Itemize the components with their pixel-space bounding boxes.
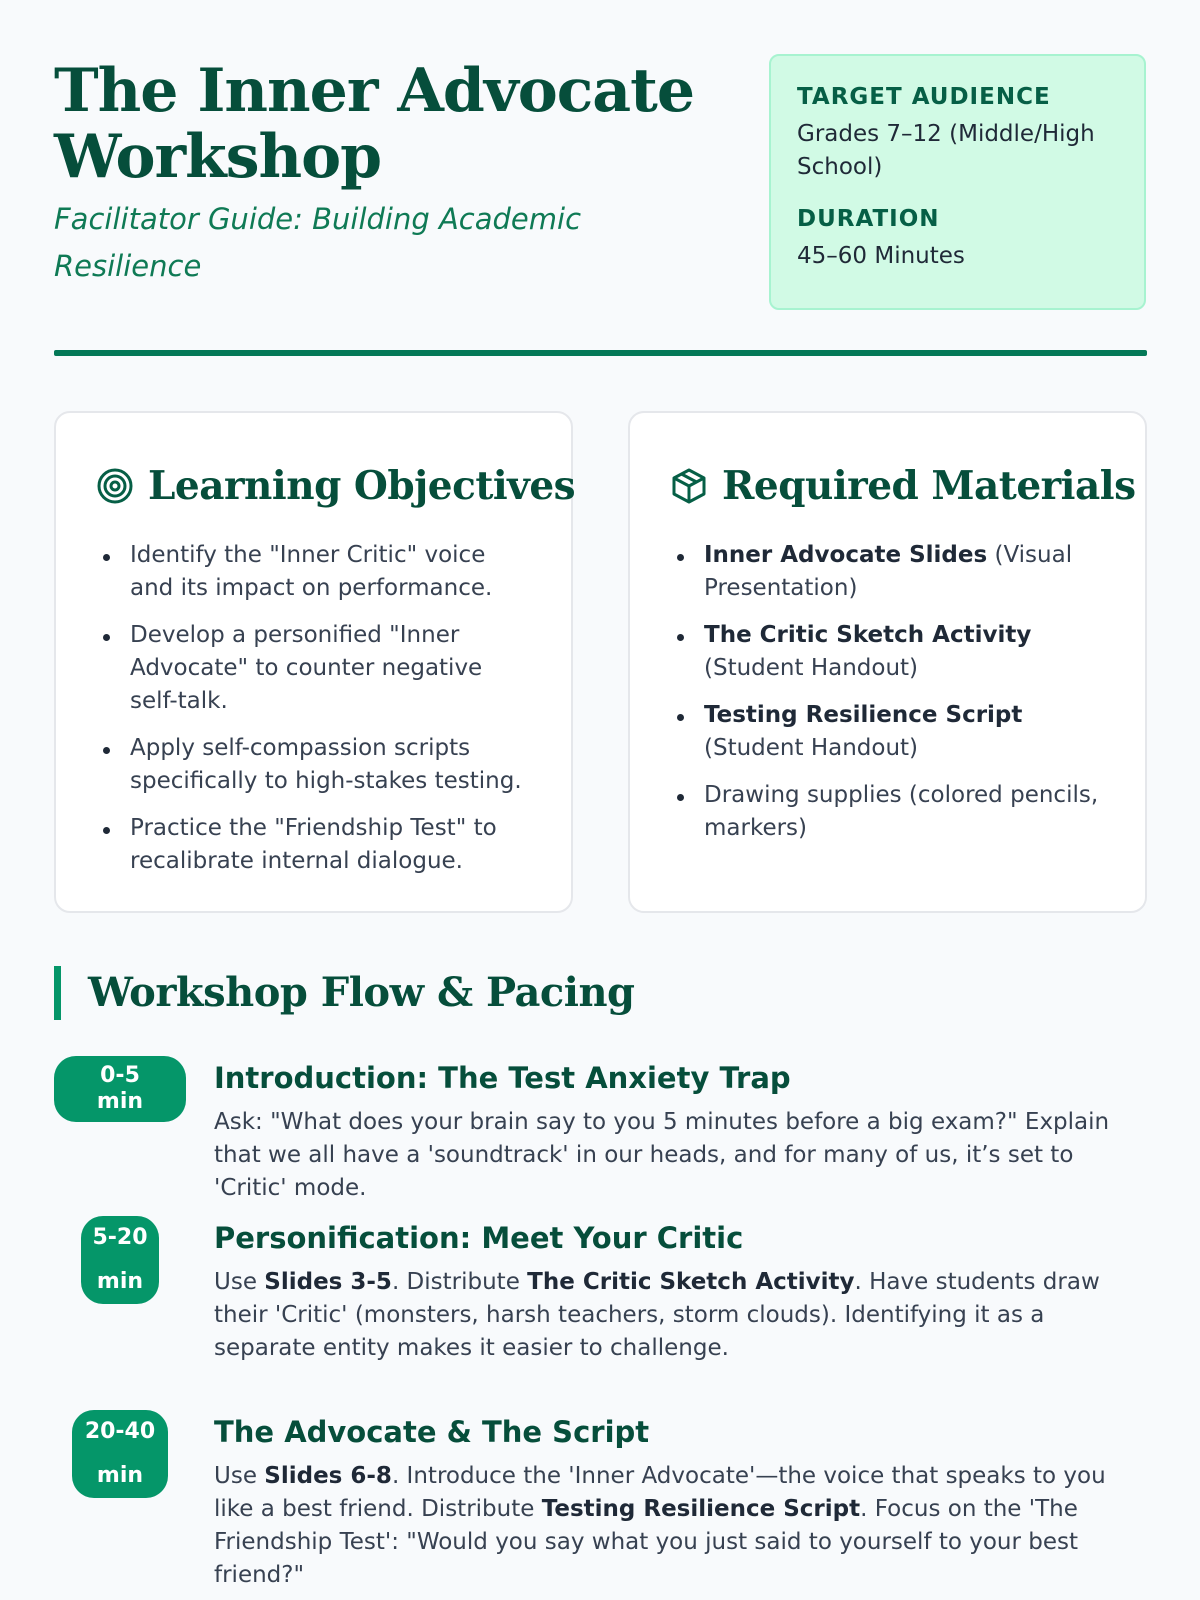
page-subtitle: Facilitator Guide: Building Academic Resilience xyxy=(54,202,582,283)
material-note: (Student Handout) xyxy=(704,655,919,681)
step-title: The Advocate & The Script xyxy=(214,1415,650,1449)
package-icon xyxy=(670,467,708,505)
material-note: (Visual Presentation) xyxy=(704,542,1073,601)
material-name: The Critic Sketch Activity xyxy=(704,622,1032,648)
duration-value: 45–60 Minutes xyxy=(797,243,965,269)
materials-card xyxy=(628,411,1147,913)
facilitator-guide-page xyxy=(54,0,1147,1588)
list-item: Identify the "Inner Critic" voice and its impact on performance. xyxy=(96,539,531,605)
time-badge: 5-20 min xyxy=(81,1216,159,1304)
audience-value: Grades 7–12 (Middle/High School) xyxy=(797,121,1095,180)
target-icon xyxy=(96,467,134,505)
list-item xyxy=(670,779,1105,845)
header-divider xyxy=(54,350,1147,356)
list-item xyxy=(670,619,1105,685)
list-item: Apply self-compassion scripts specifically to high-stakes testing. xyxy=(96,732,531,798)
material-name: Testing Resilience Script xyxy=(704,702,1023,728)
time-badge: 20-40 min xyxy=(72,1410,168,1498)
step-description: Use Slides 3-5. Distribute The Critic Sketch Activity. Have students draw their 'Critic' (monsters, harsh teachers, storm clouds). Identifying it as a separate entity makes it easier to challenge. xyxy=(214,1269,1100,1361)
objectives-list xyxy=(96,539,531,878)
page-header xyxy=(54,0,1147,355)
duration-label: DURATION xyxy=(797,206,940,232)
flow-section-title: Workshop Flow & Pacing xyxy=(54,966,635,1020)
materials-list xyxy=(670,539,1105,845)
list-item: Practice the "Friendship Test" to recalibrate internal dialogue. xyxy=(96,812,531,878)
step-description: Use Slides 6-8. Introduce the 'Inner Advocate'—the voice that speaks to you like a best friend. Distribute Testing Resilience Script. Focus on the 'The Friendship Test': "Would you say what you just said to yourself to your best friend?" xyxy=(214,1463,1106,1588)
step-description: Ask: "What does your brain say to you 5 minutes before a big exam?" Explain that we all have a 'soundtrack' in our heads, and for many of us, it’s set to 'Critic' mode. xyxy=(214,1109,1110,1201)
list-item xyxy=(670,539,1105,605)
objectives-card xyxy=(54,411,576,913)
material-name: Inner Advocate Slides xyxy=(704,542,988,568)
list-item xyxy=(670,699,1105,765)
step-title: Introduction: The Test Anxiety Trap xyxy=(214,1061,791,1095)
page-title: The Inner Advocate Workshop xyxy=(54,56,695,192)
audience-label: TARGET AUDIENCE xyxy=(797,84,1051,110)
material-note: (Student Handout) xyxy=(704,735,919,761)
time-badge: 0-5 min xyxy=(54,1056,186,1122)
material-note: Drawing supplies (colored pencils, markers) xyxy=(704,782,1099,841)
step-title: Personification: Meet Your Critic xyxy=(214,1221,744,1255)
objectives-title: Learning Objectives xyxy=(148,463,576,509)
workshop-meta-box xyxy=(769,54,1146,310)
list-item: Develop a personified "Inner Advocate" to counter negative self-talk. xyxy=(96,619,531,718)
materials-title: Required Materials xyxy=(722,463,1136,509)
